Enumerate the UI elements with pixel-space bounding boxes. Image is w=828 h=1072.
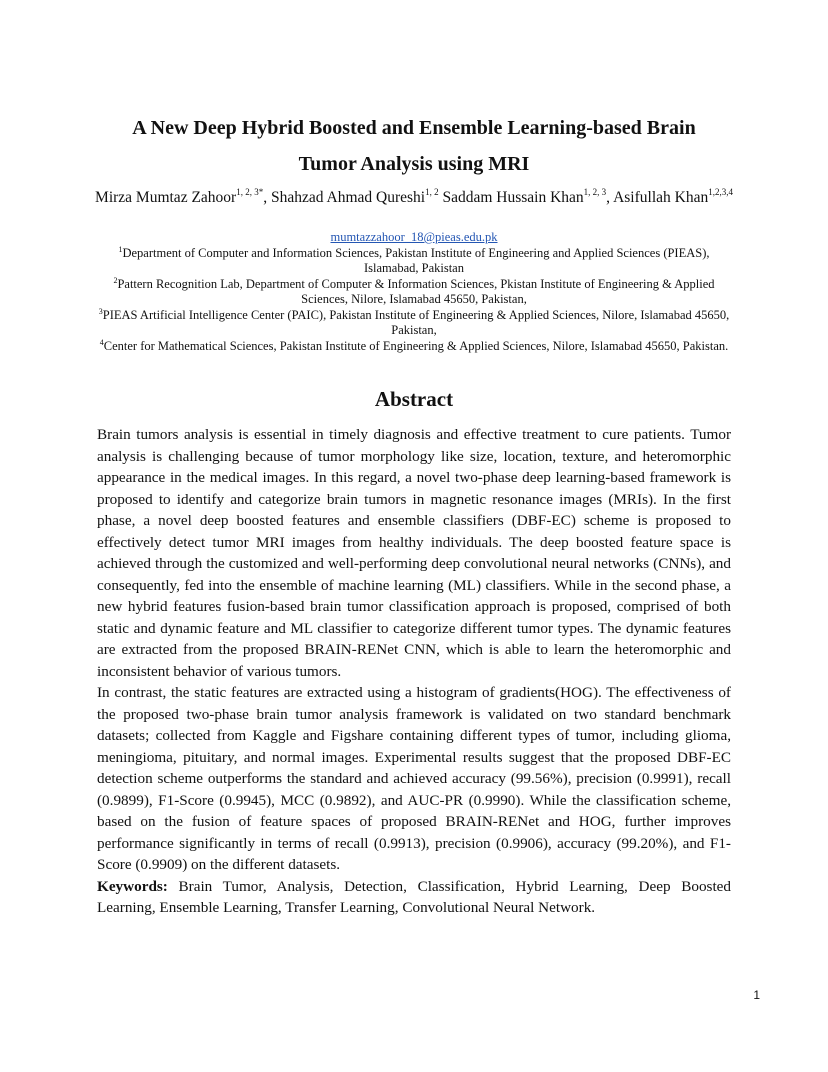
affiliation-marker: 1 <box>118 245 123 254</box>
affiliation-text: Center for Mathematical Sciences, Pakistan Institute of Engineering & Applied Sciences, Nilore, Islamabad 45650, Pakistan. <box>103 339 729 353</box>
author-name: Shahzad Ahmad Qureshi <box>270 189 426 206</box>
author-name: Asifullah Khan <box>613 189 709 206</box>
page-number: 1 <box>753 988 760 1002</box>
abstract-heading: Abstract <box>374 387 454 411</box>
corresponding-email-link[interactable]: mumtazzahoor_18@pieas.edu.pk <box>330 230 498 244</box>
affiliation-text: Department of Computer and Information Sciences, Pakistan Institute of Engineering and Applied Sciences (PIEAS), Islamabad, Pakistan <box>122 246 710 275</box>
abstract-paragraph-2: In contrast, the static features are extracted using a histogram of gradients(HOG). The effectiveness of the proposed two-phase brain tumor analysis framework is validated on two standard benchmark datasets; collected from Kaggle and Figshare containing different types of tumor, including glioma, meningioma, pituitary, and normal images. Experimental results suggest that the proposed DBF-EC detection scheme outperforms the standard and achieved accuracy (99.56%), precision (0.9991), recall (0.9899), F1-Score (0.9945), MCC (0.9892), and AUC-PR (0.9990). While the classification scheme, based on the fusion of feature spaces of proposed BRAIN-RENet and HOG, further improves performance significantly in terms of recall (0.9913), precision (0.9906), accuracy (99.20%), and F1-Score (0.9909) on the different datasets. <box>97 684 731 873</box>
author-separator: , <box>606 189 614 206</box>
affiliation-marker: 2 <box>113 276 118 285</box>
keywords-paragraph <box>97 876 731 919</box>
author-name: Mirza Mumtaz Zahoor <box>95 189 237 206</box>
abstract-paragraph-1: Brain tumors analysis is essential in timely diagnosis and effective treatment to cure patients. Tumor analysis is challenging because of tumor morphology like size, location, texture, and heteromorphic appearance in the medical images. In this regard, a novel two-phase deep learning-based framework is proposed to identify and categorize brain tumors in magnetic resonance images (MRIs). In the first phase, a novel deep boosted features and ensemble classifiers (DBF-EC) scheme is proposed to effectively detect tumor MRI images from healthy individuals. The deep boosted feature space is achieved through the customized and well-performing deep convolutional neural networks (CNNs), and consequently, fed into the ensemble of machine learning (ML) classifiers. While in the second phase, a new hybrid features fusion-based brain tumor classification approach is proposed, comprised of both static and dynamic feature and ML classifier to categorize different tumor types. The dynamic features are extracted from the proposed BRAIN-RENet CNN, which is able to learn the heteromorphic and inconsistent behavior of various tumors. <box>97 426 731 680</box>
paper-title-line-2: Tumor Analysis using MRI <box>298 153 530 175</box>
affiliation-marker: 3 <box>98 307 103 316</box>
abstract-body <box>97 424 731 919</box>
author-separator: , <box>263 189 271 206</box>
affiliation-text: PIEAS Artificial Intelligence Center (PAIC), Pakistan Institute of Engineering & Applied Sciences, Nilore, Islamabad 45650, Pakistan, <box>102 308 730 337</box>
author-name: Saddam Hussain Khan <box>442 189 584 206</box>
affiliation-item <box>96 339 732 354</box>
affiliation-item <box>96 308 732 338</box>
keywords-text: Brain Tumor, Analysis, Detection, Classification, Hybrid Learning, Deep Boosted Learning, Ensemble Learning, Transfer Learning, Convolutional Neural Network. <box>97 877 731 916</box>
affiliation-item <box>96 246 732 276</box>
keywords-label: Keywords: <box>97 877 168 895</box>
author-affiliation-marker: 1,2,3,4 <box>708 187 733 197</box>
author-affiliation-marker: 1, 2, 3* <box>236 187 264 197</box>
affiliation-item <box>96 277 732 307</box>
author-affiliation-marker: 1, 2 <box>425 187 439 197</box>
affiliation-text: Pattern Recognition Lab, Department of Computer & Information Sciences, Pkistan Institute of Engineering & Applied Sciences, Nilore, Islamabad 45650, Pakistan, <box>117 277 715 306</box>
affiliation-marker: 4 <box>99 338 104 347</box>
paper-title-line-1: A New Deep Hybrid Boosted and Ensemble Learning-based Brain <box>132 117 696 139</box>
affiliation-list <box>96 246 732 355</box>
author-affiliation-marker: 1, 2, 3 <box>583 187 607 197</box>
author-list <box>90 188 738 207</box>
